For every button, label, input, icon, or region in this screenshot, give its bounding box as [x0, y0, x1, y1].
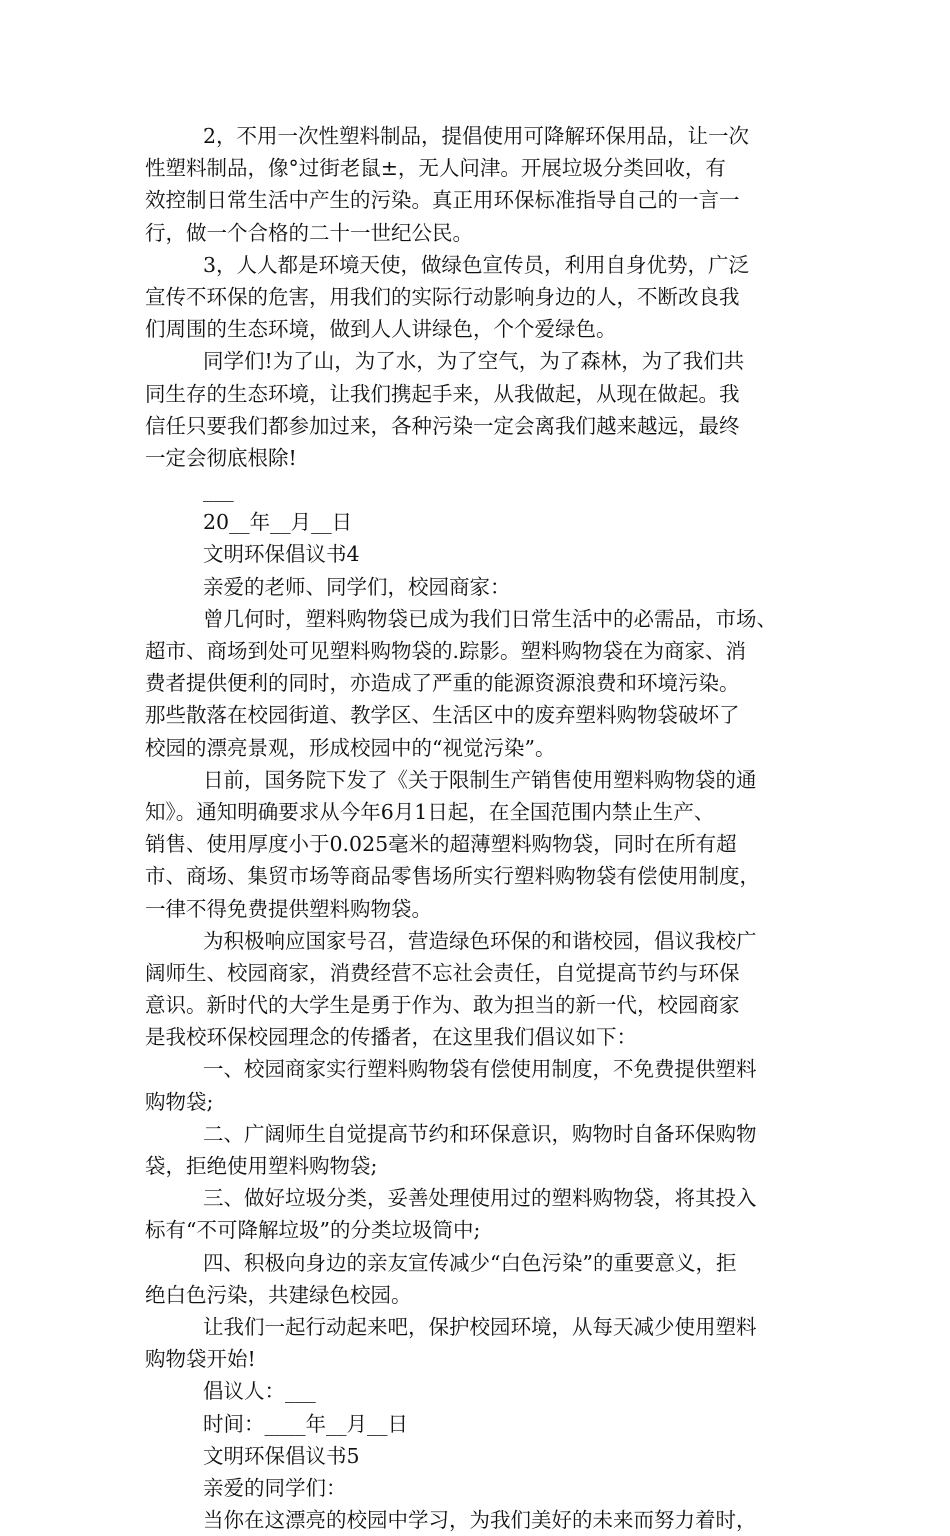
- text-line: 三、做好垃圾分类，妥善处理使用过的塑料购物袋，将其投入: [203, 1186, 757, 1211]
- text-line: 袋，拒绝使用塑料购物袋;: [145, 1154, 378, 1178]
- text-line: 那些散落在校园街道、教学区、生活区中的废弃塑料购物袋破坏了: [145, 703, 740, 728]
- text-line: 性塑料制品，像°过街老鼠±，无人问津。开展垃圾分类回收，有: [145, 156, 726, 181]
- text-line: 意识。新时代的大学生是勇于作为、敢为担当的新一代，校园商家: [145, 993, 740, 1018]
- text-line: 行，做一个合格的二十一世纪公民。: [145, 220, 473, 245]
- text-line: 一律不得免费提供塑料购物袋。: [145, 896, 432, 921]
- text-line: 标有“不可降解垃圾”的分类垃圾筒中;: [145, 1218, 481, 1243]
- text-line: 2，不用一次性塑料制品，提倡使用可降解环保用品，让一次: [203, 124, 750, 148]
- text-line: 为积极响应国家号召，营造绿色环保的和谐校园，倡议我校广: [203, 928, 757, 953]
- text-line: 效控制日常生活中产生的污染。真正用环保标准指导自己的一言一: [145, 188, 740, 213]
- text-line: 日前，国务院下发了《关于限制生产销售使用塑料购物袋的通: [203, 767, 757, 792]
- text-line: 费者提供便利的同时，亦造成了严重的能源资源浪费和环境污染。: [145, 671, 740, 696]
- text-line: 市、商场、集贸市场等商品零售场所实行塑料购物袋有偿使用制度，: [145, 864, 760, 889]
- text-line: 让我们一起行动起来吧，保护校园环境，从每天减少使用塑料: [203, 1314, 757, 1339]
- text-line: 超市、商场到处可见塑料购物袋的.踪影。塑料购物袋在为商家、消: [145, 639, 747, 663]
- text-line: 曾几何时，塑料购物袋已成为我们日常生活中的必需品，市场、: [203, 606, 777, 631]
- text-line: 3，人人都是环境天使，做绿色宣传员，利用自身优势，广泛: [203, 252, 750, 277]
- text-line: 销售、使用厚度小于0.025毫米的超薄塑料购物袋，同时在所有超: [145, 832, 737, 857]
- text-line: 文明环保倡议书5: [203, 1443, 360, 1468]
- text-line: 知》。通知明确要求从今年6月1日起，在全国范围内禁止生产、: [145, 799, 715, 824]
- text-line: 购物袋开始!: [145, 1347, 256, 1372]
- text-line: 时间：____年__月__日: [203, 1411, 408, 1436]
- text-line: 亲爱的老师、同学们，校园商家：: [203, 574, 511, 599]
- text-line: 当你在这漂亮的校园中学习，为我们美好的未来而努力着时，: [203, 1508, 757, 1533]
- text-line: 一、校园商家实行塑料购物袋有偿使用制度，不免费提供塑料: [203, 1057, 757, 1082]
- text-line: 是我校环保校园理念的传播者，在这里我们倡议如下：: [145, 1025, 637, 1050]
- text-line: 同学们!为了山，为了水，为了空气，为了森林，为了我们共: [203, 349, 745, 374]
- text-line: 校园的漂亮景观，形成校园中的“视觉污染”。: [145, 735, 556, 760]
- text-line: 四、积极向身边的亲友宣传减少“白色污染”的重要意义，拒: [203, 1250, 737, 1275]
- text-line: 购物袋;: [145, 1089, 214, 1114]
- text-line: 二、广阔师生自觉提高节约和环保意识，购物时自备环保购物: [203, 1121, 757, 1146]
- text-line: 20__年__月__日: [203, 510, 353, 535]
- text-line: 信任只要我们都参加过来，各种污染一定会离我们越来越远，最终: [145, 413, 740, 438]
- text-line: 绝白色污染，共建绿色校园。: [145, 1282, 412, 1307]
- text-line: 们周围的生态环境，做到人人讲绿色，个个爱绿色。: [145, 317, 617, 342]
- text-line: 倡议人：___: [203, 1379, 316, 1404]
- text-line: 一定会彻底根除!: [145, 445, 297, 470]
- text-line: 阔师生、校园商家，消费经营不忘社会责任，自觉提高节约与环保: [145, 960, 740, 985]
- text-line: 文明环保倡议书4: [203, 542, 360, 567]
- text-line: 宣传不环保的危害，用我们的实际行动影响身边的人，不断改良我: [145, 284, 740, 309]
- text-line: 亲爱的同学们：: [203, 1475, 347, 1500]
- text-line: ___: [203, 478, 234, 503]
- document-body: [145, 120, 810, 1536]
- text-line: 同生存的生态环境，让我们携起手来，从我做起，从现在做起。我: [145, 381, 740, 406]
